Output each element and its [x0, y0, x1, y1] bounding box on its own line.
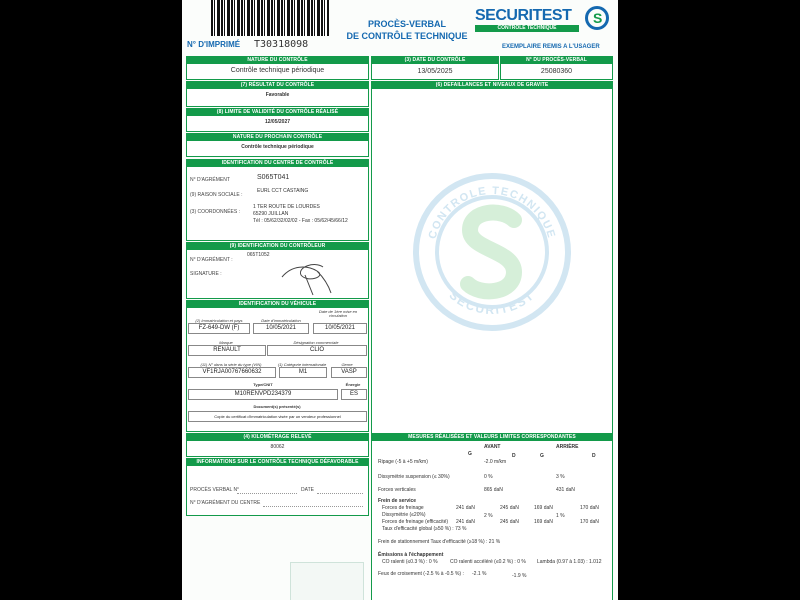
imprime-number: T30318098 — [254, 39, 309, 50]
feux-label: Feux de croisement (-2.5 % à -0.5 %) : — [378, 571, 464, 577]
cat-label: (1) Catégorie internationale — [277, 362, 327, 367]
fe-av-g: 241 daN — [456, 519, 475, 525]
limite-header: (8) LIMITE DE VALIDITÉ DU CONTRÔLE RÉALISÉ — [187, 109, 368, 116]
arriere-d: D — [592, 453, 596, 459]
forces-freinage-label: Forces de freinage — [382, 505, 424, 511]
date-circ-label: Date de 1ère mise en circulation — [318, 309, 358, 318]
arriere-label: ARRIÈRE — [556, 444, 579, 450]
exemplaire-note: EXEMPLAIRE REMIS A L'USAGER — [502, 44, 600, 50]
controleur-header: (9) IDENTIFICATION DU CONTRÔLEUR — [187, 243, 368, 250]
date-box — [371, 56, 499, 80]
energie-value: ES — [341, 389, 367, 400]
co-ralenti: CO ralenti (≤0.3 %) : 0 % — [382, 559, 438, 565]
document-page — [182, 0, 618, 600]
resultat-box — [186, 81, 369, 107]
logo-subtitle: CONTRÔLE TECHNIQUE — [475, 25, 579, 32]
vehicule-header: IDENTIFICATION DU VÉHICULE — [187, 301, 368, 308]
dissym-av: 2 % — [484, 513, 493, 519]
defav-date-label: DATE — [301, 487, 314, 493]
ripage-label: Ripage (-5 à +5 m/km) — [378, 459, 428, 465]
securitest-logo-icon: S — [585, 6, 609, 30]
mesures-box — [371, 433, 613, 600]
nature-header: NATURE DU CONTRÔLE — [187, 57, 368, 64]
emissions-label: Émissions à l'échappement — [378, 552, 444, 558]
docs-label: Document(s) présenté(s) — [253, 404, 301, 409]
date-circ-value: 10/05/2021 — [313, 323, 367, 334]
energie-label: Énergie — [345, 382, 361, 387]
lambda: Lambda (0.97 à 1.03) : 1.012 — [537, 559, 602, 565]
centre-tel: Tél : 05/62/32/02/02 - Fax : 05/62/45/66/12 — [253, 218, 348, 224]
ff-ar-g: 169 daN — [534, 505, 553, 511]
date-value: 13/05/2025 — [417, 68, 453, 75]
co-accel: CO ralenti accéléré (≤0.2 %) : 0 % — [450, 559, 526, 565]
marque-value: RENAULT — [188, 345, 266, 356]
km-box — [186, 433, 369, 457]
type-label: Type/CNIT — [253, 382, 273, 387]
date-header: (3) DATE DU CONTRÔLE — [372, 57, 498, 64]
dissym-label: Dissymétrie (≤20%) — [382, 512, 426, 518]
forces-vert-ar: 431 daN — [556, 487, 575, 493]
nature-box — [186, 56, 369, 80]
limite-box — [186, 108, 369, 132]
resultat-header: (7) RÉSULTAT DU CONTRÔLE — [187, 82, 368, 89]
type-value: M10RENVPD234379 — [188, 389, 338, 400]
centre-header: IDENTIFICATION DU CENTRE DE CONTRÔLE — [187, 160, 368, 167]
footer-stamp-area — [290, 562, 364, 600]
marque-label: Marque — [219, 340, 233, 345]
prochain-value: Contrôle technique périodique — [241, 144, 314, 150]
dissym-susp-ar: 3 % — [556, 474, 565, 480]
frein-service-label: Frein de service — [378, 498, 417, 504]
title-line2: DE CONTRÔLE TECHNIQUE — [346, 31, 468, 41]
barcode — [211, 0, 329, 36]
defav-agrement-label: N° D'AGRÉMENT DU CENTRE — [190, 500, 261, 506]
genre-value: VASP — [331, 367, 367, 378]
defav-pv-label: PROCÈS VERBAL N° — [190, 487, 240, 493]
avant-g: G — [468, 451, 472, 457]
centre-raison: EURL CCT CASTAING — [257, 188, 309, 194]
pv-box — [500, 56, 613, 80]
pv-header: N° DU PROCÈS-VERBAL — [501, 57, 612, 64]
limite-value: 12/05/2027 — [264, 119, 291, 125]
ff-av-d: 245 daN — [500, 505, 519, 511]
prochain-header: NATURE DU PROCHAIN CONTRÔLE — [187, 134, 368, 141]
defaillances-header: (6) DÉFAILLANCES ET NIVEAUX DE GRAVITÉ — [372, 82, 612, 89]
date-immat-label: Date d'immatriculation — [261, 318, 301, 323]
dissym-susp-label: Dissymétrie suspension (≤ 30%) — [378, 474, 450, 480]
vehicule-box — [186, 300, 369, 432]
genre-label: Genre — [341, 362, 353, 367]
cat-value: M1 — [279, 367, 327, 378]
avant-label: AVANT — [484, 444, 501, 450]
securitest-watermark-icon — [412, 172, 572, 332]
signature-icon — [277, 257, 337, 297]
taux-efficacite: Taux d'efficacité global (≥50 %) : 73 % — [382, 526, 467, 532]
defavorable-box — [186, 458, 369, 516]
resultat-value: Favorable — [265, 92, 290, 98]
immat-label: (2) Immatriculation et pays — [195, 318, 243, 323]
docs-value: Copie du certificat d'immatriculation visée par un vendeur professionnel — [188, 411, 367, 422]
modele-label: Désignation commerciale — [293, 340, 339, 345]
watermark-top-text: CONTROLE TECHNIQUE — [426, 184, 558, 241]
mesures-header: MESURES RÉALISÉES ET VALEURS LIMITES CORRESPONDANTES — [372, 434, 612, 441]
dissym-susp-av: 0 % — [484, 474, 493, 480]
controleur-agrement: 065T1052 — [247, 252, 270, 258]
centre-box — [186, 159, 369, 241]
avant-d: D — [512, 453, 516, 459]
immat-value: FZ-649-DW (F) — [188, 323, 250, 334]
centre-addr1: 1 TER ROUTE DE LOURDES — [253, 204, 320, 210]
ff-av-g: 241 daN — [456, 505, 475, 511]
centre-agrement: S065T041 — [257, 174, 290, 181]
forces-vert-label: Forces verticales — [378, 487, 416, 493]
centre-coord-label: (3) COORDONNÉES : — [190, 209, 241, 215]
controleur-agrement-label: N° D'AGRÉMENT : — [190, 257, 233, 263]
defaillances-box — [371, 81, 613, 435]
dissym-ar: 1 % — [556, 513, 565, 519]
defavorable-header: INFORMATIONS SUR LE CONTRÔLE TECHNIQUE DÉFAVORABLE — [187, 459, 368, 466]
arriere-g: G — [540, 453, 544, 459]
prochain-box — [186, 133, 369, 157]
pv-value: 25080360 — [540, 68, 573, 75]
km-header: (4) KILOMÉTRAGE RELEVÉ — [187, 434, 368, 441]
fe-av-d: 245 daN — [500, 519, 519, 525]
centre-agrement-label: N° D'AGRÉMENT — [190, 177, 230, 183]
centre-raison-label: (9) RAISON SOCIALE : — [190, 192, 243, 198]
logo-text: SECURITEST — [475, 7, 572, 24]
forces-vert-av: 865 daN — [484, 487, 503, 493]
nature-value: Contrôle technique périodique — [230, 67, 325, 74]
km-value: 80062 — [270, 444, 285, 450]
vin-label: (11) N° dans la série du type (VIN) — [200, 362, 262, 367]
feux-g: -2.1 % — [472, 571, 487, 577]
frein-stationnement: Frein de stationnement Taux d'efficacité (≥18 %) : 21 % — [378, 539, 501, 545]
fe-ar-d: 170 daN — [580, 519, 599, 525]
vin-value: VF1RJA00767660632 — [188, 367, 276, 378]
feux-d: -1.9 % — [512, 573, 527, 579]
controleur-box — [186, 242, 369, 299]
title-line1: PROCÈS-VERBAL — [367, 19, 446, 29]
forces-eff-label: Forces de freinage (efficacité) — [382, 519, 449, 525]
centre-addr2: 65290 JUILLAN — [253, 211, 289, 217]
modele-value: CLIO — [267, 345, 367, 356]
fe-ar-g: 169 daN — [534, 519, 553, 525]
imprime-label: N° D'IMPRIMÉ — [187, 40, 241, 49]
ff-ar-d: 170 daN — [580, 505, 599, 511]
signature-label: SIGNATURE : — [190, 271, 222, 277]
watermark-bottom-text: SECURITEST — [446, 287, 538, 318]
date-immat-value: 10/05/2021 — [253, 323, 309, 334]
ripage-value: -2.0 m/km — [484, 459, 507, 465]
